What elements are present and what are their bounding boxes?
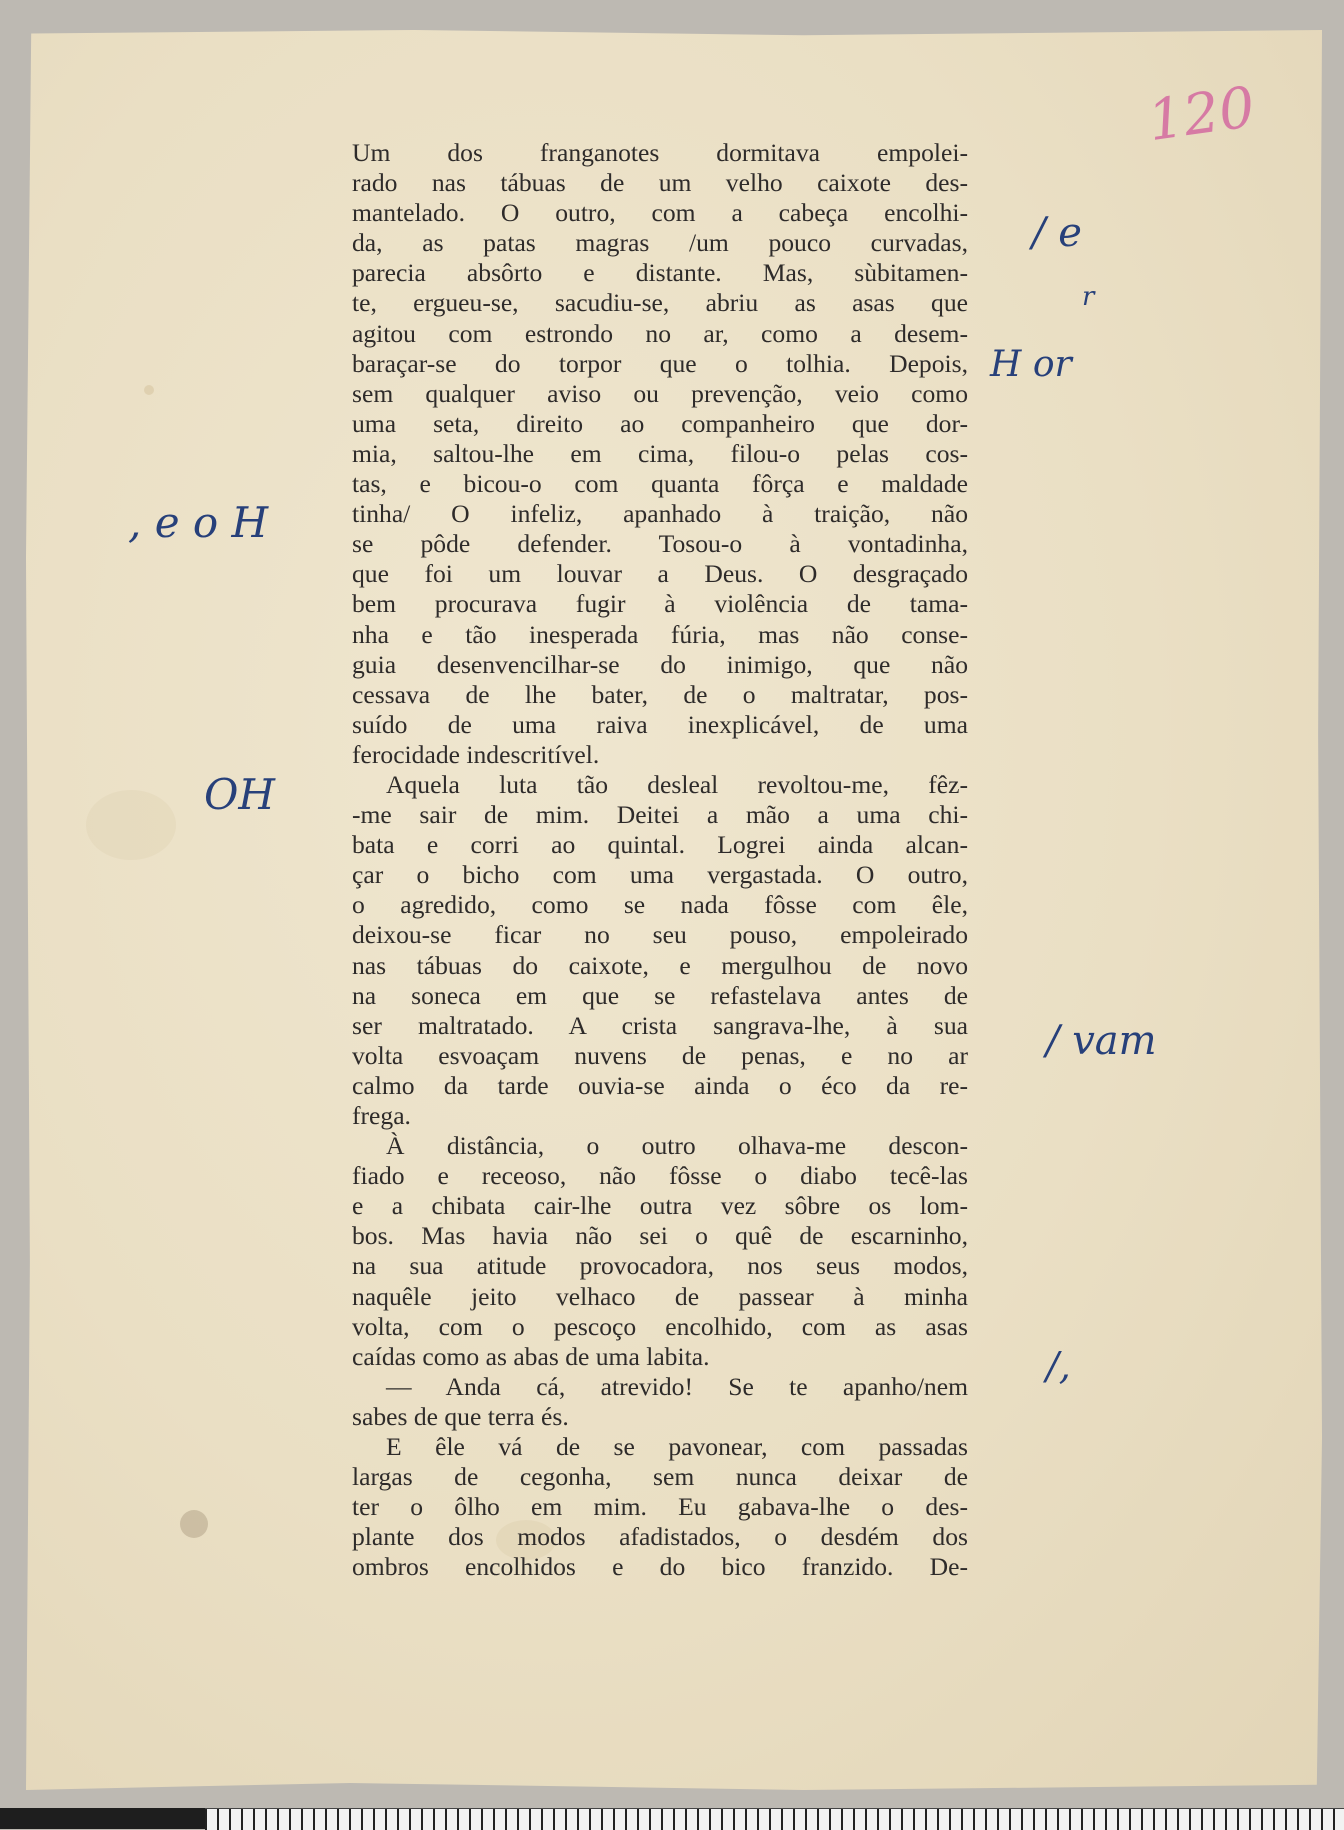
text-line: deixou-se ficar no seu pouso, empoleirado xyxy=(352,920,968,950)
page-number: 120 xyxy=(1143,74,1259,155)
text-line: baraçar-se do torpor que o tolhia. Depois, xyxy=(352,348,968,378)
margin-note-se-o-h: , e o H xyxy=(128,498,269,547)
text-line: guia desenvencilhar-se do inimigo, que não xyxy=(352,649,968,679)
text-line: o agredido, como se nada fôsse com êle, xyxy=(352,890,968,920)
text-line: E êle vá de se pavonear, com passadas xyxy=(386,1432,968,1462)
text-line: À distância, o outro olhava-me descon- xyxy=(386,1131,968,1161)
text-line: tas, e bicou-o com quanta fôrça e maldade xyxy=(352,469,968,499)
text-line: ferocidade indescritível. xyxy=(352,739,600,769)
text-line: çar o bicho com uma vergastada. O outro, xyxy=(352,860,968,890)
margin-note-oh: OH xyxy=(204,770,276,819)
text-line: suído de uma raiva inexplicável, de uma xyxy=(352,709,968,739)
text-line: mantelado. O outro, com a cabeça encolhi- xyxy=(352,198,968,228)
body-text xyxy=(352,138,968,1583)
text-line: ombros encolhidos e do bico franzido. De- xyxy=(352,1552,968,1582)
text-line: caídas como as abas de uma labita. xyxy=(352,1341,710,1371)
text-line: cessava de lhe bater, de o maltratar, pos- xyxy=(352,679,968,709)
text-line: calmo da tarde ouvia-se ainda o éco da re- xyxy=(352,1070,968,1100)
text-line: largas de cegonha, sem nunca deixar de xyxy=(352,1462,968,1492)
text-line: frega. xyxy=(352,1101,411,1130)
text-line: volta, com o pescoço encolhido, com as asas xyxy=(352,1311,968,1341)
margin-note-vam: / vam xyxy=(1046,1018,1157,1064)
margin-note-1e: / e xyxy=(1032,210,1082,256)
text-line: bos. Mas havia não sei o quê de escarninho, xyxy=(352,1221,968,1251)
text-line: plante dos modos afadistados, o desdém dos xyxy=(352,1522,968,1552)
text-line: fiado e receoso, não fôsse o diabo tecê-las xyxy=(352,1161,968,1191)
scale-bar xyxy=(205,1808,1344,1830)
text-line: na sua atitude provocadora, nos seus modos, xyxy=(352,1251,968,1281)
text-line: agitou com estrondo no ar, como a desem- xyxy=(352,318,968,348)
margin-note-r: r xyxy=(1082,282,1095,312)
text-line: bata e corri ao quintal. Logrei ainda alcan- xyxy=(352,830,968,860)
text-line: tinha/ O infeliz, apanhado à traição, não xyxy=(352,499,968,529)
text-line: volta esvoaçam nuvens de penas, e no ar xyxy=(352,1040,968,1070)
text-line: mia, saltou-lhe em cima, filou-o pelas cos- xyxy=(352,438,968,468)
text-line: que foi um louvar a Deus. O desgraçado xyxy=(352,559,968,589)
margin-note-comma: /, xyxy=(1046,1344,1071,1388)
stain xyxy=(144,385,154,395)
margin-note-hor: H or xyxy=(990,344,1072,385)
text-line: ser maltratado. A crista sangrava-lhe, à sua xyxy=(352,1010,968,1040)
text-line: se pôde defender. Tosou-o à vontadinha, xyxy=(352,529,968,559)
text-line: Um dos franganotes dormitava empolei- xyxy=(352,138,968,167)
text-line: na soneca em que se refastelava antes de xyxy=(352,980,968,1010)
text-line: nha e tão inesperada fúria, mas não conse- xyxy=(352,619,968,649)
text-line: parecia absôrto e distante. Mas, sùbitamen- xyxy=(352,258,968,288)
text-line: sabes de que terra és. xyxy=(352,1401,569,1431)
text-line: Aquela luta tão desleal revoltou-me, fêz- xyxy=(386,769,968,799)
text-line: nas tábuas do caixote, e mergulhou de novo xyxy=(352,950,968,980)
text-line: e a chibata cair-lhe outra vez sôbre os lom- xyxy=(352,1191,968,1221)
text-line: sem qualquer aviso ou prevenção, veio como xyxy=(352,378,968,408)
text-line: te, ergueu-se, sacudiu-se, abriu as asas que xyxy=(352,288,968,318)
text-line: -me sair de mim. Deitei a mão a uma chi- xyxy=(352,800,968,830)
stain xyxy=(86,790,176,860)
text-line: rado nas tábuas de um velho caixote des- xyxy=(352,168,968,198)
stain xyxy=(180,1510,208,1538)
text-line: ter o ôlho em mim. Eu gabava-lhe o des- xyxy=(352,1492,968,1522)
text-line: da, as patas magras /um pouco curvadas, xyxy=(352,228,968,258)
text-line: naquêle jeito velhaco de passear à minha xyxy=(352,1281,968,1311)
scale-bar-base xyxy=(0,1808,205,1829)
text-line: — Anda cá, atrevido! Se te apanho/nem xyxy=(386,1371,968,1401)
text-line: uma seta, direito ao companheiro que dor- xyxy=(352,408,968,438)
text-line: bem procurava fugir à violência de tama- xyxy=(352,589,968,619)
